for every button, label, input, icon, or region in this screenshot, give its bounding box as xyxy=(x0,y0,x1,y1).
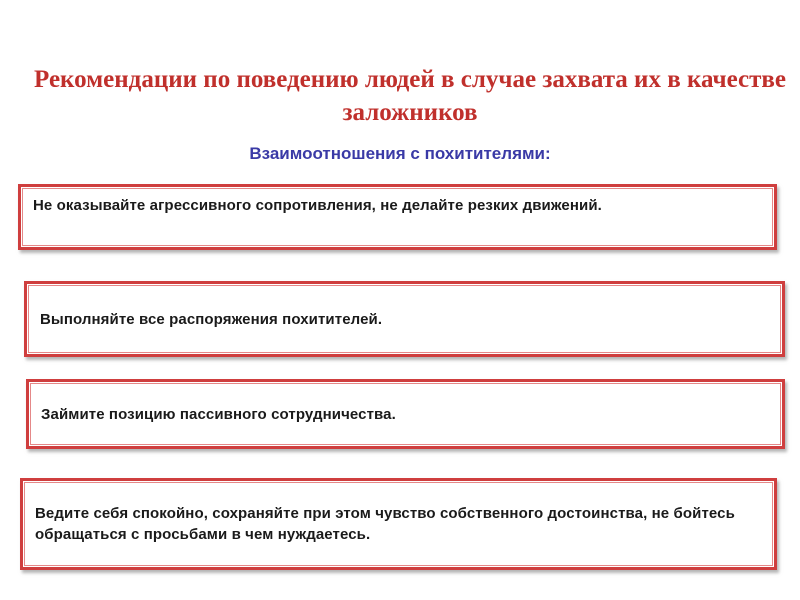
recommendation-card xyxy=(20,478,777,570)
recommendation-card xyxy=(18,184,777,250)
recommendation-text: Не оказывайте агрессивного сопротивления, не делайте резких движений. xyxy=(33,197,602,214)
slide-title: Рекомендации по поведению людей в случае захвата их в качестве заложников xyxy=(34,66,786,126)
section-subtitle: Взаимоотношения с похитителями: xyxy=(249,144,551,163)
recommendation-text: Выполняйте все распоряжения похитителей. xyxy=(40,310,383,328)
recommendation-text: Займите позицию пассивного сотрудничества. xyxy=(41,405,396,423)
recommendation-text: Ведите себя спокойно, сохраняйте при этом чувство собственного достоинства, не бойтесь обращаться с просьбами в чем нуждаетесь. xyxy=(35,505,735,543)
recommendation-card xyxy=(26,379,785,449)
recommendation-card xyxy=(24,281,785,357)
